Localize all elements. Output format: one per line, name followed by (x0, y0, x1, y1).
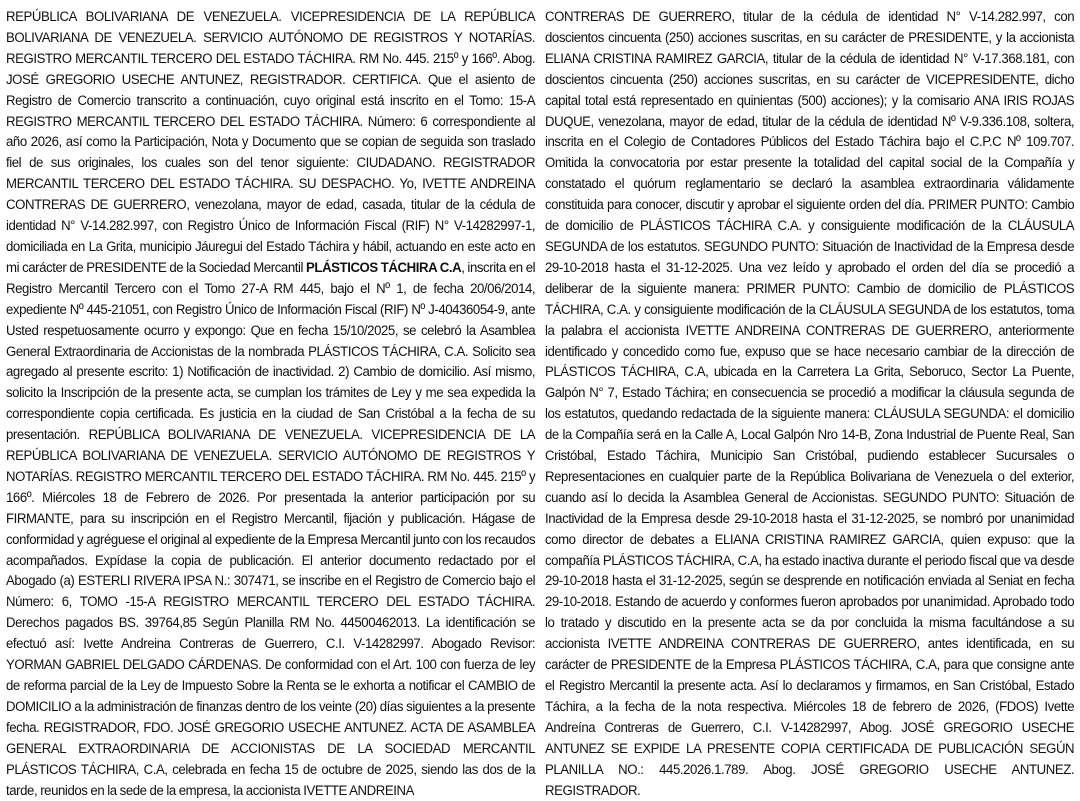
left-column (6, 7, 536, 799)
registry-certification-text: REPÚBLICA BOLIVARIANA DE VENEZUELA. VICEPRESIDENCIA DE LA REPÚBLICA BOLIVARIANA DE VENEZUELA. SERVICIO AUTÓNOMO DE REGISTROS Y NOTARÍAS. REGISTRO MERCANTIL TERCERO DEL ESTADO TÁCHIRA. RM No. 445. 215º y 166º. Abog. JOSÉ GREGORIO USECHE ANTUNEZ, REGISTRADOR. CERTIFICA. Que el asiento de Registro de Comercio transcrito a continuación, cuyo original está inscrito en el Tomo: 15-A REGISTRO MERCANTIL TERCERO DEL ESTADO TÁCHIRA. Número: 6 correspondiente al año 2026, así como la Participación, Nota y Documento que se copian de seguida son traslado fiel de sus originales, los cuales son del tenor siguiente: CIUDADANO. REGISTRADOR MERCANTIL TERCERO DEL ESTADO TÁCHIRA. SU DESPACHO. Yo, IVETTE ANDREINA CONTRERAS DE GUERRERO, venezolana, mayor de edad, casada, titular de la cédula de identidad N° V-14.282.997, con Registro Único de Información Fiscal (RIF) N° V-14282997-1, domiciliada en La Grita, municipio Jáuregui del Estado Táchira y hábil, actuando en este acto en mi carácter de PRESIDENTE de la Sociedad Mercantil (6, 9, 536, 276)
left-column-text (6, 7, 535, 801)
company-name-bold: PLÁSTICOS TÁCHIRA C.A (306, 259, 462, 276)
right-column-text: CONTRERAS DE GUERRERO, titular de la cédula de identidad N° V-14.282.997, con doscientos cincuenta (250) acciones suscritas, en su carácter de PRESIDENTE, y la accionista ELIANA CRISTINA RAMIREZ GARCIA, titular de la cédula de identidad N° V-17.368.181, con doscientos cincuenta (250) acciones suscritas, en su carácter de VICEPRESIDENTE, dicho capital total está representado en quinientas (500) acciones); y la comisario ANA IRIS ROJAS DUQUE, venezolana, mayor de edad, titular de la cédula de identidad Nº V-9.336.108, soltera, inscrita en el Colegio de Contadores Públicos del Estado Táchira bajo el C.P.C Nº 109.707. Omitida la convocatoria por estar presente la totalidad del capital social de la Compañía y constatado el quórum reglamentario se declaró la asamblea extraordinaria válidamente constituida para conocer, discutir y aprobar el siguiente orden del día. PRIMER PUNTO: Cambio de domicilio de PLÁSTICOS TÁCHIRA C.A. y consiguiente modificación de la CLÁUSULA SEGUNDA de los estatutos. SEGUNDO PUNTO: Situación de Inactividad de la Empresa desde 29-10-2018 hasta el 31-12-2025. Una vez leído y aprobado el orden del día se procedió a deliberar de la siguiente manera: PRIMER PUNTO: Cambio de domicilio de PLÁSTICOS TÁCHIRA, C.A. y consiguiente modificación de la CLÁUSULA SEGUNDA de los estatutos, toma la palabra el accionista IVETTE ANDREINA CONTRERAS DE GUERRERO, anteriormente identificado y concedido como fue, expuso que se hace necesario cambiar de la dirección de PLÁSTICOS TÁCHIRA, C.A, ubicada en la Carretera La Grita, Seboruco, Sector La Puente, Galpón N° 7, Estado Táchira; en consecuencia se procedió a modificar la cláusula segunda de los estatutos, quedando redactada de la siguiente manera: CLÁUSULA SEGUNDA: el domicilio de la Compañía será en la Calle A, Local Galpón Nro 14-B, Zona Industrial de Puente Real, San Cristóbal, Estado Táchira, Municipio San Cristóbal, pudiendo establecer Sucursales o Representaciones en cualquier parte de la República Bolivariana de Venezuela o del exterior, cuando así lo decida la Asamblea General de Accionistas. SEGUNDO PUNTO: Situación de Inactividad de la Empresa desde 29-10-2018 hasta el 31-12-2025, se nombró por unanimidad como director de debates a ELIANA CRISTINA RAMIREZ GARCIA, quien expuso: que la compañía PLÁSTICOS TÁCHIRA, C.A, ha estado inactiva durante el periodo fiscal que va desde 29-10-2018 hasta el 31-12-2025, según se desprende en notificación enviada al Seniat en fecha 29-10-2018. Estando de acuerdo y conformes fueron aprobados por unanimidad. Aprobado todo lo tratado y discutido en la presente acta se da por concluida la misma facultándose a su accionista IVETTE ANDREINA CONTRERAS DE GUERRERO, antes identificada, en su carácter de PRESIDENTE de la Empresa PLÁSTICOS TÁCHIRA, C.A, para que consigne ante el Registro Mercantil la presente acta. Así lo declaramos y firmamos, en San Cristóbal, Estado Táchira, a la fecha de la nota respectiva. Miércoles 18 de febrero de 2026, (FDOS) Ivette Andreína Contreras de Guerrero, C.I. V-14282997, Abog. JOSÉ GREGORIO USECHE ANTUNEZ SE EXPIDE LA PRESENTE COPIA CERTIFICADA DE PUBLICACIÓN SEGÚN PLANILLA NO.: 445.2026.1.789. Abog. JOSÉ GREGORIO USECHE ANTUNEZ. REGISTRADOR. (545, 9, 1075, 799)
right-column (545, 7, 1075, 799)
participation-and-minutes-text: , inscrita en el Registro Mercantil Tercero con el Tomo 27-A RM 445, bajo el Nº 1, de fecha 20/06/2014, expediente Nº 445-21051, con Registro Único de Información Fiscal (RIF) Nº J-40436054-9, ante Usted respetuosamente ocurro y expongo: Que en fecha 15/10/2025, se celebró la Asamblea General Extraordinaria de Accionistas de la nombrada PLÁSTICOS TÁCHIRA, C.A. Solicito sea agregado al presente escrito: 1) Notificación de inactividad. 2) Cambio de domicilio. Así mismo, solicito la Inscripción de la presente acta, se cumplan los trámites de Ley y me sea expedida la correspondiente copia certificada. Es justicia en la ciudad de San Cristóbal a la fecha de su presentación. REPÚBLICA BOLIVARIANA DE VENEZUELA. VICEPRESIDENCIA DE LA REPÚBLICA BOLIVARIANA DE VENEZUELA. SERVICIO AUTÓNOMO DE REGISTROS Y NOTARÍAS. REGISTRO MERCANTIL TERCERO DEL ESTADO TÁCHIRA. RM No. 445. 215º y 166º. Miércoles 18 de Febrero de 2026. Por presentada la anterior participación por su FIRMANTE, para su inscripción en el Registro Mercantil, fijación y publicación. Hágase de conformidad y agréguese el original al expediente de la Empresa Mercantil junto con los recaudos acompañados. Expídase la copia de publicación. El anterior documento redactado por el Abogado (a) ESTERLI RIVERA IPSA N.: 307471, se inscribe en el Registro de Comercio bajo el Número: 6, TOMO -15-A REGISTRO MERCANTIL TERCERO DEL ESTADO TÁCHIRA. Derechos pagados BS. 39764,85 Según Planilla RM No. 44500462013. La identificación se efectuó así: Ivette Andreina Contreras de Guerrero, C.I. V-14282997. Abogado Revisor: YORMAN GABRIEL DELGADO CÁRDENAS. De conformidad con el Art. 100 con fuerza de ley de reforma parcial de la Ley de Impuesto Sobre la Renta se le exhorta a notificar el CAMBIO de DOMICILIO a la administración de finanzas dentro de los veinte (20) días siguientes a la presente fecha. REGISTRADOR, FDO. JOSÉ GREGORIO USECHE ANTUNEZ. ACTA DE ASAMBLEA GENERAL EXTRAORDINARIA DE ACCIONISTAS DE LA SOCIEDAD MERCANTIL PLÁSTICOS TÁCHIRA, C.A, celebrada en fecha 15 de octubre de 2025, siendo las dos de la tarde, reunidos en la sede de la empresa, la accionista IVETTE ANDREINA (6, 259, 536, 799)
